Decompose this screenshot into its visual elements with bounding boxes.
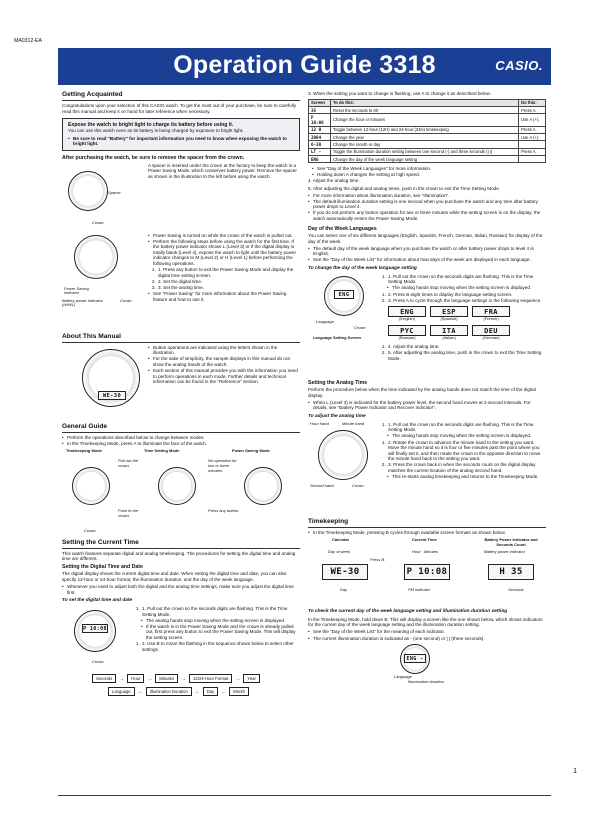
table-row — [309, 114, 546, 126]
watch-illustration — [318, 430, 368, 480]
list-item: 2. 5. After adjusting the analog time, push in the crown to exit the Time Setting Mode. — [387, 350, 546, 361]
list-item: 1. 1. Pull out the crown so the seconds digits are flashing. This is the Time Setting Mode. — [141, 606, 300, 617]
flow-step: Day — [203, 687, 218, 696]
hour-hand-label: Hour hand — [310, 420, 329, 426]
about-heading: About This Manual — [62, 333, 300, 343]
no-operation-label: No operation for two or three minutes. — [208, 457, 237, 473]
about-figure — [62, 345, 300, 423]
language-option: ENG (English) — [388, 306, 426, 322]
table-cell: Toggle between 12-hour (12H) and 24-hour (24H) timekeeping — [331, 126, 519, 133]
table-row — [309, 133, 546, 140]
right-column — [308, 91, 546, 684]
charge-notice-bullet: • Be sure to read "Battery" for important information you need to know when exposing the watch to bright light. — [68, 136, 294, 147]
flow-step: Month — [229, 687, 249, 696]
crown-label: Crown — [352, 482, 364, 488]
language-sequence — [388, 306, 546, 341]
press-b-label: Press B. — [370, 556, 386, 562]
list-item: • This re-starts analog timekeeping and returns to the Timekeeping Mode. — [387, 474, 546, 480]
table-cell: Use A (+). — [519, 133, 546, 140]
list-item: • In the Timekeeping Mode, press A to illuminate the face of the watch. — [62, 441, 300, 447]
language-procedure-heading: To change the day of the week language setting — [308, 265, 417, 271]
list-item: • See the "Day of the Week List" for the meaning of each indicator. — [308, 629, 546, 635]
spacer-text: A spacer is inserted under the crown at the factory to keep the watch in a Power Saving Mode, which conserves battery power. Remove the spacer as shown in the illustration to the left before using the watch. — [148, 162, 297, 179]
table-cell: Toggle the illumination duration setting between one second (-) and three seconds (⌊⌋) — [331, 148, 519, 155]
list-item: • The analog hands stop moving when the setting screen is displayed. — [141, 618, 300, 624]
language-option: PYC (Russian) — [388, 325, 426, 341]
document-code: MA0312-EA — [14, 38, 42, 44]
battery-lcd: H 35 — [488, 564, 534, 580]
spacer-figure — [62, 163, 300, 233]
list-item: • Power Saving is turned on while the crown of the watch is pulled out. — [148, 233, 300, 239]
list-item: • For the sake of simplicity, the sample displays in this manual do not show the analog hands of the watch. — [148, 356, 300, 367]
language-figure — [308, 274, 546, 378]
list-item: • The analog hands stop moving when the setting screen is displayed. — [387, 433, 546, 439]
battery-power-label: Battery power indicator — [484, 548, 525, 554]
list-item: • The analog hands stop moving when the setting screen is displayed. — [387, 285, 546, 291]
list-item: • See the "Day of the Week List" for information about how days of the week are displayed in each language. — [308, 257, 546, 263]
language-screen-label: Language Setting Screen — [312, 334, 361, 340]
table-row — [309, 155, 546, 162]
intro-text: Congratulations upon your selection of this CASIO watch. To get the most out of your purchase, be sure to carefully read this manual and keep it on hand for later reference when necessary. — [62, 103, 297, 114]
calendar-lcd: WE-30 — [322, 564, 368, 580]
table-cell-screen: 2004 — [309, 133, 331, 140]
flow-step: Hour — [127, 674, 144, 683]
step4: 4. Adjust the analog time. — [308, 178, 360, 184]
about-lcd: WE-30 — [98, 391, 126, 400]
left-column — [62, 91, 300, 696]
watch-illustration — [72, 467, 110, 505]
list-item: • In the Timekeeping Mode, pressing B cycles through available screen formats as shown below. — [308, 530, 546, 536]
mode-time-setting-label: Time Setting Mode — [144, 447, 180, 453]
watch-illustration — [68, 171, 108, 211]
list-item: 1. 1. Pull out the crown so the seconds digits are flashing. This is the Time Setting Mode. — [387, 274, 546, 285]
flow-step: Language — [108, 687, 135, 696]
set-digital-procedure-heading: To set the digital time and date — [62, 598, 133, 604]
check-setting-heading: To check the current day of the week language setting and illumination duration setting — [308, 608, 508, 614]
set-digital-steps — [132, 606, 300, 653]
check-setting-text: In the Timekeeping Mode, hold down B. This will display a screen like the one shown below, which shows indicators for the current day of the week language setting and the illumination duration setting. — [308, 616, 543, 628]
table-cell-screen: 35 — [309, 106, 331, 113]
press-any-button-label: Press any button. — [208, 507, 240, 513]
table-cell: Change the day of the week language setting — [331, 155, 519, 162]
language-option: FRA (French) — [472, 306, 510, 322]
table-cell: Press A. — [519, 126, 546, 133]
check-lcd: ENG - — [404, 654, 426, 663]
table-row — [309, 126, 546, 133]
crown-label: Crown — [92, 219, 104, 225]
mode-diagram — [62, 447, 300, 539]
spacer-heading: After purchasing the watch, be sure to remove the spacer from the crown. — [62, 155, 245, 162]
languages-heading: Day of the Week Languages — [308, 225, 377, 232]
language-label: Language — [316, 318, 334, 324]
list-item: • Whenever you need to adjust both the digital and the analog time settings, make sure you adjust the digital time first. — [62, 584, 300, 595]
crown-label: Crown — [92, 659, 104, 665]
current-time-lcd: P 10:08 — [404, 564, 450, 580]
list-item: • Holding down A changes the setting at high speed. — [312, 172, 546, 178]
table-row — [309, 148, 546, 155]
setting-current-time-heading: Setting the Current Time — [62, 539, 300, 549]
crown-label: Crown — [120, 297, 132, 303]
table-cell-screen: P 10:08 — [309, 114, 331, 126]
watch-illustration — [158, 467, 196, 505]
list-item: • Each section of this manual provides you with the information you need to perform operations in each mode. Further details and technical information can be found in the "Reference" section. — [148, 368, 300, 385]
table-header: To do this: — [331, 99, 519, 106]
setting-intro: This watch features separate digital and analog timekeeping. The procedures for setting the digital time and analog time are different. — [62, 550, 296, 562]
language-option: ITA (Italian) — [430, 325, 468, 341]
step5: 5. After adjusting the digital and analog times, push in the crown to exit the Time Setting Mode. — [308, 185, 501, 191]
flow-step: Illumination Duration — [146, 687, 192, 696]
illumination-duration-label: Illumination duration — [408, 678, 444, 684]
seconds-label: Seconds — [508, 586, 524, 592]
table-cell: Change the month or day — [331, 141, 519, 148]
table-header: Do this: — [519, 99, 546, 106]
table-row — [309, 106, 546, 113]
watch-illustration — [74, 235, 118, 279]
page-body — [58, 85, 551, 795]
language-option: DEU (German) — [472, 325, 510, 341]
set-digital-lcd: P 10:08 — [83, 626, 107, 633]
language-lcd: ENG — [334, 290, 354, 299]
list-item: 2. 2. Set the digital time. — [157, 279, 300, 285]
analog-heading: Setting the Analog Time — [308, 379, 368, 386]
general-guide-bullets — [62, 435, 300, 447]
bottom-rule — [58, 795, 551, 796]
digital-time-text: The digital display shows the current digital time and date. When setting the digital time and date, you can also specify 12-hour or 24-hour format, the illumination duration, and the day of the week language. — [62, 571, 287, 582]
watch-illustration — [244, 467, 282, 505]
charge-notice-box — [62, 118, 300, 151]
language-steps — [378, 274, 546, 362]
page-number: 1 — [573, 768, 577, 775]
language-label: Language — [394, 673, 412, 679]
table-cell-screen: 6-30 — [309, 141, 331, 148]
general-guide-heading: General Guide — [62, 423, 300, 433]
table-cell — [519, 155, 546, 162]
table-cell: Reset the seconds to 00 — [331, 106, 519, 113]
table-cell: Press A. — [519, 148, 546, 155]
table-cell: Press A. — [519, 106, 546, 113]
hour-minutes-label: Hour : Minutes — [412, 548, 439, 554]
list-item: 1. 1. Pull out the crown so the seconds digits are flashing. This is the Time Setting Mode. — [387, 422, 546, 433]
spacer-label: Spacer — [108, 189, 121, 195]
list-item: 1. 2. Press B eight times to display the language setting screen. — [387, 292, 546, 298]
list-item: • See "Power Saving" for more information about the Power Saving feature and how to use it. — [148, 291, 300, 302]
day-of-week-label: Day of week — [328, 548, 351, 554]
analog-steps — [378, 422, 546, 480]
list-item: • For more information about illumination duration, see "Illumination". — [308, 193, 546, 199]
flow-step: 12/24-Hour Format — [189, 674, 232, 683]
table-cell — [519, 141, 546, 148]
timekeeping-heading: Timekeeping — [308, 518, 546, 528]
table-header: Screen — [309, 99, 331, 106]
mode-power-saving-label: Power Saving Mode — [232, 447, 270, 453]
title-banner — [58, 48, 551, 85]
minute-hand-label: Minute hand — [342, 420, 365, 426]
settings-table — [308, 99, 546, 164]
list-item: • When L (Level 3) is indicated for the battery power level, the second hand moves at 2-second intervals. For details, see "Battery Power Indicator and Recover Indicator". — [308, 400, 546, 411]
timekeeping-diagram — [308, 536, 546, 606]
push-in-label: Push in the crown. — [118, 507, 139, 518]
list-item: 1. 1. Press any button to exit the Power Saving Mode and display the digital time setting screen. — [157, 267, 300, 278]
list-item: • The current illumination duration is indicated as - (one second) or ⌊⌋ (three seconds). — [308, 636, 546, 642]
list-item: • If you do not perform any button operation for two or three minutes while the setting screen is on the display, the watch automatically enters the Power Saving Mode. — [308, 210, 546, 221]
table-row — [309, 141, 546, 148]
digital-time-heading: Setting the Digital Time and Date — [62, 564, 143, 571]
list-item: • Perform the following steps before using the watch for the first time. If the battery power indicator shows L (Level 3) or if the digital display is totally blank (Level 4), expose the watch to light until the battery power indicator changes to M (Level 2) or H (Level 1) before performing the following operations. — [148, 239, 300, 267]
battery-indicator-label: Battery power indicator (H/M/L) — [62, 297, 103, 308]
current-time-label: Current Time — [412, 536, 437, 542]
day-label: Day — [340, 586, 348, 592]
list-item: 3. 3. Set the analog time. — [157, 285, 300, 291]
language-option: ESP (Spanish) — [430, 306, 468, 322]
list-item: 2. 3. Press A to cycle through the language settings in the following sequence. — [387, 298, 546, 304]
list-item: • The default day of the week language when you purchase the watch or after battery power drops to level 4 is English. — [308, 246, 546, 257]
power-saving-indicator-label: Power Saving indicator — [64, 285, 89, 296]
power-saving-figure — [62, 233, 300, 333]
set-digital-figure — [62, 606, 300, 674]
charge-notice-title: Expose the watch to bright light to charge its battery before using it. — [68, 122, 234, 129]
table-cell: Use A (+). — [519, 114, 546, 126]
crown-label: Crown — [84, 527, 96, 533]
list-item: 1. 2. Use B to move the flashing in the sequence shown below to select other settings. — [141, 641, 300, 652]
getting-acquainted-heading: Getting Acquainted — [62, 91, 300, 101]
list-item: 1. 2. Rotate the crown to advance the minute hand to the setting you want. Move the minute hand so it is four or five minutes past the point where you will finally set it, and then rotate the crown in the opposite direction to move the minute hand back to the setting you want. — [387, 440, 546, 462]
charge-notice-line: You can use this watch even as its battery is being charged by exposure to bright light. — [68, 128, 244, 134]
step3-text: 3. When the setting you want to change is flashing, use A to change it as described below. — [308, 91, 491, 96]
analog-figure — [308, 422, 546, 518]
about-bullets — [148, 345, 300, 386]
list-item: • See "Day of the Week Languages" for more information. — [312, 166, 546, 172]
table-cell: Change the year — [331, 133, 519, 140]
list-item: 2. 3. Press the crown back in when the seconds count on the digital display matches the current location of the analog second hand. — [387, 462, 546, 473]
second-hand-label: Second hand — [310, 482, 334, 488]
table-cell-screen: LT - — [309, 148, 331, 155]
pull-out-label: Pull out the crown. — [118, 457, 139, 468]
check-setting-figure — [308, 642, 546, 684]
flow-step: Minutes — [155, 674, 178, 683]
page-title: Operation Guide 3318 — [173, 51, 436, 79]
list-item: • The default illumination duration setting is one second when you purchase the watch and any time after battery power drops to Level 4. — [308, 199, 546, 210]
flow-step: Year — [243, 674, 259, 683]
mode-timekeeping-label: Timekeeping Mode — [66, 447, 102, 453]
list-item: 1. 4. Adjust the analog time. — [387, 344, 546, 350]
list-item: • If the watch is in the Power Saving Mode and the crown is already pulled out, first press any button to exit the Power Saving Mode. This will display the setting screen. — [141, 624, 300, 641]
analog-procedure-heading: To adjust the analog time — [308, 413, 366, 419]
power-saving-text — [148, 233, 300, 303]
calendar-label: Calendar — [332, 536, 350, 542]
casio-logo: CASIO. — [495, 58, 543, 73]
pm-indicator-label: PM indicator — [408, 586, 431, 592]
analog-intro: Perform the procedure below when the time indicated by the analog hands does not match the time of the digital display. — [308, 387, 536, 398]
crown-label: Crown — [354, 324, 366, 330]
languages-intro: You can select one of six different languages (English, Spanish, French, German, Italian, Russian) for display of the day of the week. — [308, 232, 543, 244]
table-cell: Change the hour or minutes — [331, 114, 519, 126]
list-item: • Perform the operations described below to change between modes. — [62, 435, 300, 441]
battery-seconds-label: Battery Power Indicator and Seconds Count — [484, 536, 538, 547]
setting-sequence-flow: Seconds → Hour → Minutes → 12/24-Hour Format → Year Language ← Illumination Duration ← Day ← Month — [62, 674, 300, 696]
table-cell-screen: ENG — [309, 155, 331, 162]
list-item: • Button operations are indicated using the letters shown in the illustration. — [148, 345, 300, 356]
table-cell-screen: 12 H — [309, 126, 331, 133]
flow-step: Seconds — [92, 674, 116, 683]
